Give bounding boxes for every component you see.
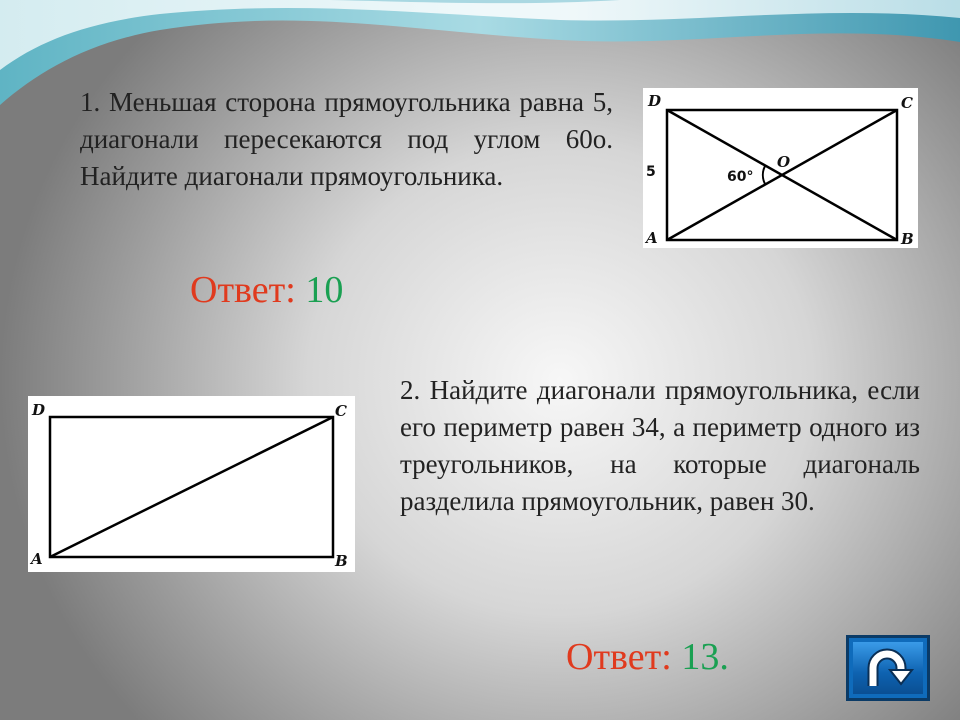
answer-1 (190, 268, 343, 312)
vertex-label-a: A (646, 229, 658, 247)
vertex-label-c: C (901, 94, 913, 112)
side-length-label: 5 (646, 164, 656, 180)
answer-1-label: Ответ: (190, 269, 296, 311)
vertex-label-b: B (335, 552, 348, 570)
answer-2-label: Ответ: (566, 636, 672, 678)
return-button[interactable] (846, 635, 930, 701)
center-label-o: O (777, 153, 791, 171)
answer-1-value: 10 (305, 269, 344, 311)
problem-2-text: 2. Найдите диагонали прямоугольника, если его периметр равен 34, а периметр одного из треугольников, на которые диагональ разделила прямоугольник, равен 30. (400, 375, 920, 516)
answer-2 (566, 635, 729, 679)
answer-2-value: 13. (681, 636, 729, 678)
vertex-label-c: C (335, 402, 347, 420)
vertex-label-a: A (31, 550, 43, 568)
angle-label: 60° (727, 169, 754, 185)
vertex-label-b: B (901, 230, 914, 248)
u-turn-arrow-icon (849, 638, 927, 698)
problem-1-text: 1. Меньшая сторона прямоугольника равна 5, диагонали пересекаются под углом 60о. Найдите диагонали прямоугольника. (80, 87, 613, 191)
rectangle-diagram-1 (643, 88, 918, 248)
vertex-label-d: D (32, 401, 46, 419)
rectangle-diagram-2 (28, 396, 355, 572)
vertex-label-d: D (648, 92, 662, 110)
